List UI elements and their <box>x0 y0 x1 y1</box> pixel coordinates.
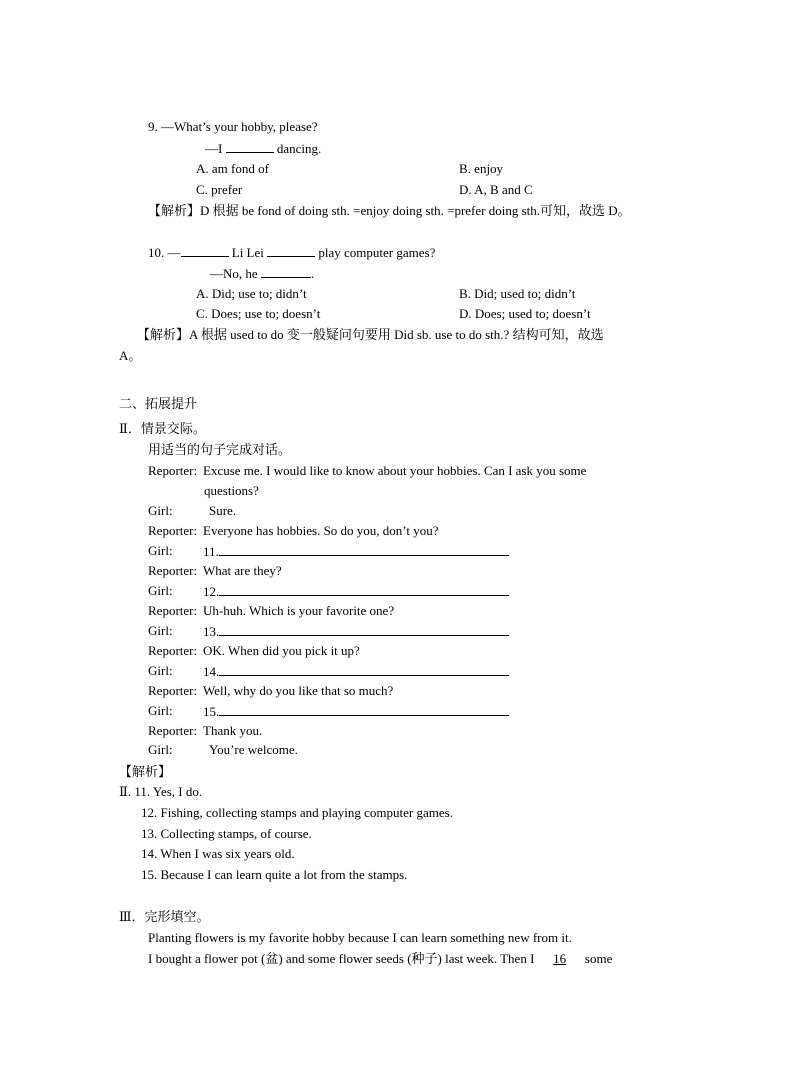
q10-answer-prefix: —No, he <box>210 266 258 281</box>
dialogue-answer-line <box>203 623 509 640</box>
q10-blank-1[interactable] <box>181 244 229 257</box>
dialogue-line-speaker: Reporter: <box>148 523 198 538</box>
answer-line: 13. Collecting stamps, of course. <box>141 826 312 841</box>
answer-line: 14. When I was six years old. <box>141 846 295 861</box>
passage-text: I bought a flower pot (盆) and some flower seeds (种子) last week. Then I <box>148 951 535 966</box>
dialogue-line-text: questions? <box>204 483 259 498</box>
q10-blank-2[interactable] <box>267 244 315 257</box>
dialogue-line-speaker: Girl: <box>148 663 173 678</box>
passage-line-2 <box>148 951 612 967</box>
dialogue-line-text: Excuse me. I would like to know about your hobbies. Can I ask you some <box>203 463 587 478</box>
passage-line-1: Planting flowers is my favorite hobby because I can learn something new from it. <box>148 930 572 945</box>
q10-question <box>148 244 435 261</box>
dialogue-line-text: You’re welcome. <box>209 742 298 757</box>
dialogue-answer-line <box>203 543 509 560</box>
section-heading: 二、拓展提升 <box>119 396 198 411</box>
dialogue-number: 13. <box>203 624 220 639</box>
answer-blank-15[interactable] <box>219 703 509 716</box>
q10-blank-3[interactable] <box>261 265 311 278</box>
q9-option-c: C. prefer <box>196 182 243 197</box>
dialogue-line-speaker: Reporter: <box>148 683 198 698</box>
dialogue-answer-line <box>203 583 509 600</box>
cloze-blank-16[interactable]: 16 <box>553 951 567 966</box>
dialogue-line-speaker: Girl: <box>148 742 173 757</box>
dialogue-line-speaker: Girl: <box>148 503 173 518</box>
q10-option-a: A. Did; use to; didn’t <box>196 286 307 301</box>
dialogue-number: 15. <box>203 704 220 719</box>
q10-prefix: 10. — <box>148 245 181 260</box>
dialogue-line-speaker: Reporter: <box>148 603 198 618</box>
q10-option-b: B. Did; used to; didn’t <box>459 286 576 301</box>
answers-analysis-label: 【解析】 <box>119 764 172 779</box>
dialogue-line-text: Sure. <box>209 503 237 518</box>
dialogue-number: 14. <box>203 664 220 679</box>
dialogue-line-text: Well, why do you like that so much? <box>203 683 394 698</box>
q9-answer-prefix: —I <box>205 141 223 156</box>
dialogue-line-speaker: Reporter: <box>148 643 198 658</box>
q10-suffix: play computer games? <box>318 245 436 260</box>
dialogue-answer-line <box>203 703 509 720</box>
q10-analysis-cont: A。 <box>119 348 142 363</box>
q9-option-b: B. enjoy <box>459 161 504 176</box>
q10-mid: Li Lei <box>231 245 264 260</box>
dialogue-line-speaker: Girl: <box>148 583 173 598</box>
q10-analysis-text: A 根据 used to do 变一般疑问句要用 Did sb. use to do sth.? 结构可知，故选 <box>189 327 604 342</box>
q9-analysis <box>148 203 631 219</box>
part2-instruction: 用适当的句子完成对话。 <box>148 442 292 457</box>
answer-line: 12. Fishing, collecting stamps and playing computer games. <box>141 805 453 820</box>
dialogue-line-speaker: Reporter: <box>148 563 198 578</box>
part2-title: Ⅱ．情景交际。 <box>119 421 206 436</box>
q9-option-a: A. am fond of <box>196 161 269 176</box>
dialogue-line-speaker: Girl: <box>148 703 173 718</box>
dialogue-line-text: Uh-huh. Which is your favorite one? <box>203 603 395 618</box>
answer-blank-12[interactable] <box>219 583 509 596</box>
answer-blank-11[interactable] <box>219 543 509 556</box>
q10-analysis-label: 【解析】 <box>137 327 190 342</box>
dialogue-number: 11. <box>203 544 219 559</box>
answer-blank-13[interactable] <box>219 623 509 636</box>
answer-line: 15. Because I can learn quite a lot from the stamps. <box>141 867 408 882</box>
q9-question: 9. —What’s your hobby, please? <box>148 119 318 134</box>
q10-answer-line <box>210 265 314 282</box>
q9-blank[interactable] <box>226 140 274 153</box>
q9-answer-suffix: dancing. <box>276 141 322 156</box>
dialogue-line-text: What are they? <box>203 563 282 578</box>
q10-answer-suffix: . <box>310 266 315 281</box>
dialogue-line-speaker: Reporter: <box>148 463 198 478</box>
q10-analysis <box>137 327 604 343</box>
dialogue-number: 12. <box>203 584 220 599</box>
q9-analysis-text: D 根据 be fond of doing sth. =enjoy doing sth. =prefer doing sth.可知，故选 D。 <box>200 203 631 218</box>
q10-option-c: C. Does; use to; doesn’t <box>196 306 321 321</box>
dialogue-line-speaker: Reporter: <box>148 723 198 738</box>
answer-line: Ⅱ. 11. Yes, I do. <box>119 784 203 799</box>
q9-analysis-label: 【解析】 <box>148 203 201 218</box>
q9-option-d: D. A, B and C <box>459 182 533 197</box>
dialogue-line-text: Thank you. <box>203 723 263 738</box>
answer-blank-14[interactable] <box>219 663 509 676</box>
dialogue-line-speaker: Girl: <box>148 543 173 558</box>
dialogue-line-text: Everyone has hobbies. So do you, don’t you? <box>203 523 439 538</box>
q10-option-d: D. Does; used to; doesn’t <box>459 306 591 321</box>
q9-answer-line <box>205 140 321 157</box>
part3-title: Ⅲ．完形填空。 <box>119 909 210 924</box>
dialogue-line-text: OK. When did you pick it up? <box>203 643 360 658</box>
dialogue-answer-line <box>203 663 509 680</box>
passage-end: some <box>584 951 613 966</box>
dialogue-line-speaker: Girl: <box>148 623 173 638</box>
